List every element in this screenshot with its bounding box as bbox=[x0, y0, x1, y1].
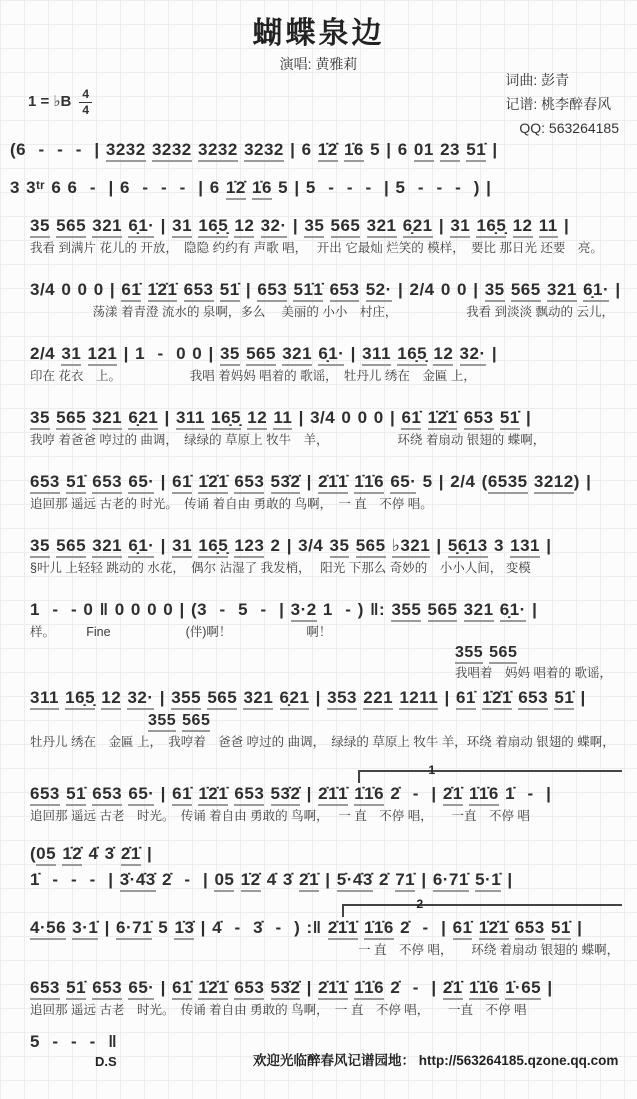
lyrics-line: 样。 Fine (伴)啊！ 啊！ bbox=[30, 625, 332, 639]
song-title: 蝴蝶泉边 bbox=[252, 17, 385, 50]
key-signature bbox=[28, 88, 92, 116]
lyrics-line: 追回那 遥远 古老 时光。 传诵 着自由 勇敢的 鸟啊， 一 直 不停 唱， 一直 不停 唱 bbox=[30, 1003, 527, 1017]
music-system-7 bbox=[0, 470, 637, 514]
music-system-13 bbox=[0, 868, 637, 892]
music-system-15 bbox=[0, 976, 637, 1020]
music-system-5 bbox=[0, 342, 637, 386]
header bbox=[0, 0, 637, 74]
pickup-music-line: 355 565 bbox=[455, 642, 612, 664]
lyrics-line: 追回那 遥远 古老 时光。 传诵 着自由 勇敢的 鸟啊， 一 直 不停 唱， 一直 不停 唱 bbox=[30, 809, 531, 823]
music-line: 653 51̇ 653 65· | 61̇ 1̇2̇1̇ 653 53̇2̇ | 2̇1̇1̇ 1̇1̇6 65· 5 | 2/4 (6535 3212) | bbox=[0, 470, 637, 494]
lyrics-line-with-segno: §叶儿 上轻轻 跳动的 水花， 偶尔 沾湿了 我发梢， 阳光 下那么 奇妙的 小小人间， 变模 bbox=[30, 561, 531, 575]
music-line: (6 - - - | 3232 3232 3232 3232 | 6 1̇2̇ 1̇6 5 | 6 01 23 51̇ | bbox=[0, 138, 637, 162]
volta-1-label: 1 bbox=[428, 763, 436, 777]
music-system-2 bbox=[0, 176, 637, 200]
performer: 演唱: 黄雅莉 bbox=[279, 56, 358, 72]
music-system-14 bbox=[0, 897, 637, 960]
music-line: 2/4 31 121 | 1 - 0 0 | 35 565 321 6̣1· | 311 16̣5̣ 12 32· | bbox=[0, 342, 637, 366]
lyrics-line: 荡漾 着青澄 流水的 泉啊，多么 美丽的 小小 村庄， 我看 到淡淡 飘动的 云儿， bbox=[30, 305, 615, 319]
music-line: 3 3ᵗʳ 6 6 - | 6 - - - | 6 1̇2̇ 1̇6 5 | 5 - - - | 5 - - - ) | bbox=[0, 176, 637, 200]
time-signature bbox=[79, 88, 92, 116]
music-line: 35 565 321 6̣1· | 31 16̣5̣ 12 32· | 35 565 321 6̣21 | 31 16̣5̣ 12 11 | bbox=[0, 214, 637, 238]
footer-note bbox=[238, 1034, 618, 1084]
lyrics-line: 印在 花衣 上。 我唱 着妈妈 唱着的 歌谣， 牡丹儿 绣在 金匾 上， bbox=[30, 369, 476, 383]
pickup-lyrics-line: 我唱着 妈妈 唱着的 歌谣， bbox=[455, 666, 612, 680]
music-line: 311 16̣5̣ 12 32· | 355 565 321 6̣21 | 353 221 1211 | 61̇ 1̇2̇1̇ 653 51̇ | bbox=[0, 686, 637, 710]
music-system-10 bbox=[0, 686, 637, 752]
lyrics-line: 牡丹儿 绣在 金匾 上， 我哼着 爸爸 哼过的 曲调， 绿绿的 草原上 牧牛 羊，环绕 着扇动 银翅的 蝶啊， bbox=[30, 735, 615, 749]
music-system-8 bbox=[0, 534, 637, 578]
time-denominator: 4 bbox=[82, 102, 90, 117]
welcome-text: 欢迎光临醉春风记谱园地： bbox=[253, 1053, 419, 1068]
lyrics-line: 追回那 遥远 古老的 时光。 传诵 着自由 勇敢的 鸟啊， 一 直 不停 唱。 bbox=[30, 497, 433, 511]
dal-segno-mark: D.S bbox=[95, 1054, 117, 1069]
music-system-9 bbox=[0, 598, 637, 686]
final-music-line: 5 - - - ‖ bbox=[30, 1032, 118, 1051]
volta-2-label: 2 bbox=[416, 897, 424, 911]
credits bbox=[505, 68, 619, 140]
footer bbox=[0, 1030, 637, 1090]
lyrics-line: 我看 到满片 花儿的 开放， 隐隐 约约有 声歌 唱， 开出 它最灿 烂笑的 模样， 要比 那日光 还要 亮。 bbox=[30, 241, 603, 255]
key-text: 1 = ♭B bbox=[28, 93, 72, 111]
credit-transcriber: 记谱: 桃李醉春风 bbox=[505, 96, 612, 112]
music-system-1 bbox=[0, 138, 637, 162]
music-line: 35 565 321 6̣1· | 31 16̣5̣ 123 2 | 3/4 35 565 ♭321 | 5̣6̣13 3 131 | bbox=[0, 534, 637, 558]
music-line: 4·56 3·1̇ | 6·71̇ 5 1̇3̇ | 4̇ - 3̇ - ) :‖ 2̇1̇1̇ 1̇1̇6 2̇ - | 61̇ 1̇2̇1̇ 653 51̇ | bbox=[0, 916, 637, 940]
credit-qq: QQ: 563264185 bbox=[519, 120, 619, 136]
music-line: 653 51̇ 653 65· | 61̇ 1̇2̇1̇ 653 53̇2̇ | 2̇1̇1̇ 1̇1̇6 2̇ - | 2̇1̇ 1̇1̇6 1̇·65 | bbox=[0, 976, 637, 1000]
volta-1-bracket bbox=[358, 763, 622, 783]
music-line: 3/4 0 0 0 | 61̇ 1̇2̇1̇ 653 51̇ | 653 51̇1̇ 653 52· | 2/4 0 0 | 35 565 321 6̣1· | bbox=[0, 278, 637, 302]
pickup-music-line: 355 565 bbox=[0, 710, 637, 732]
qzone-url-link[interactable]: http://563264185.qzone.qq.com bbox=[418, 1053, 619, 1068]
music-system-4 bbox=[0, 278, 637, 322]
credit-lyrics-music: 词曲: 彭青 bbox=[505, 72, 570, 88]
music-system-6 bbox=[0, 406, 637, 450]
music-line: 1̇ - - - | 3̇·4̇3̇ 2̇ - | 05 1̇2̇ 4̇ 3̇ 2̇1̇ | 5̇·4̇3̇ 2̇ 71̇ | 6·71̇ 5·1̇ | bbox=[0, 868, 637, 892]
meta-row bbox=[0, 74, 637, 138]
music-system-3 bbox=[0, 214, 637, 258]
volta-2-bracket bbox=[342, 897, 622, 917]
pickup-phrase bbox=[455, 642, 612, 682]
music-line: 1 - - 0 ‖ 0 0 0 0 | (3 - 5 - | 3·2 1 - ) ‖: 355 565 321 6̣1· | bbox=[0, 598, 637, 622]
music-system-11 bbox=[0, 763, 637, 826]
lyrics-line: 一 直 不停 唱， 环绕 着扇动 银翅的 蝶啊， bbox=[358, 943, 620, 957]
music-line: 653 51̇ 653 65· | 61̇ 1̇2̇1̇ 653 53̇2̇ | 2̇1̇1̇ 1̇1̇6 2̇ - | 2̇1̇ 1̇1̇6 1̇ - | bbox=[0, 782, 637, 806]
music-line: (05 1̇2̇ 4̇ 3̇ 2̇1̇ | bbox=[0, 842, 637, 866]
music-line: 35 565 321 6̣21 | 311 16̣5̣ 12 11 | 3/4 0 0 0 | 61̇ 1̇2̇1̇ 653 51̇ | bbox=[0, 406, 637, 430]
music-system-12 bbox=[0, 842, 637, 866]
time-numerator: 4 bbox=[79, 88, 92, 103]
lyrics-line: 我哼 着爸爸 哼过的 曲调， 绿绿的 草原上 牧牛 羊， 环绕 着扇动 银翅的 蝶啊， bbox=[30, 433, 546, 447]
